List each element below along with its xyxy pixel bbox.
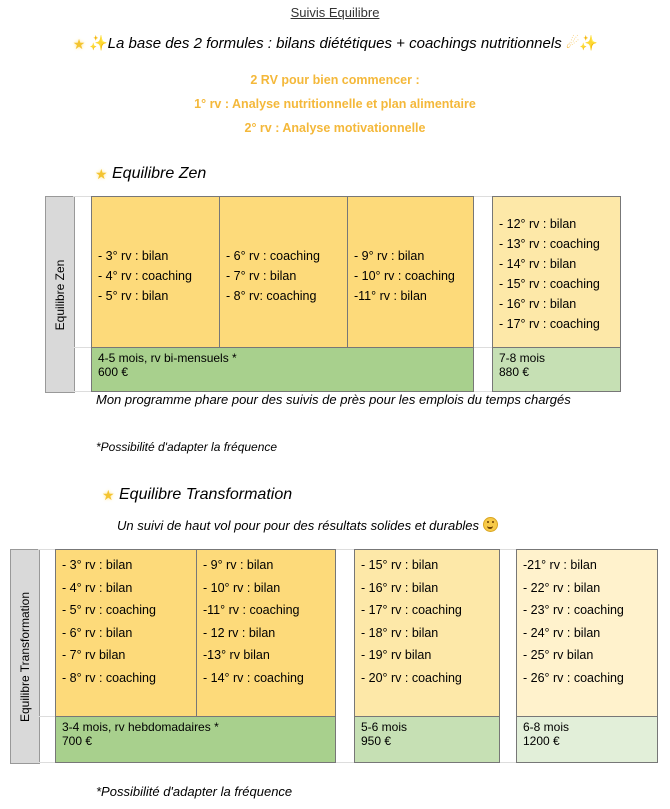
transfo-col-3: - 15° rv : bilan - 16° rv : bilan - 17° rv : coaching - 18° rv : bilan - 19° rv bilan - 20° rv : coaching: [354, 549, 500, 717]
zen-price-extra: 7-8 mois 880 €: [492, 347, 621, 392]
transfo-sidebar: [10, 549, 40, 764]
sparkles-icon: ✨: [579, 35, 599, 52]
zen-sidebar: [45, 196, 75, 393]
orange-line-1: 2 RV pour bien commencer :: [250, 73, 420, 87]
transfo-sidebar-label: Equilibre Transformation: [18, 591, 32, 722]
transfo-col-4: -21° rv : bilan - 22° rv : bilan - 23° rv : coaching - 24° rv : bilan - 25° rv bilan - 26° rv : coaching: [516, 549, 658, 717]
transfo-section-title: ★ Equilibre Transformation: [102, 486, 293, 503]
sparkles-icon: ✨: [88, 35, 108, 52]
glowing-star-icon: ★: [72, 36, 86, 52]
orange-line-2: 1° rv : Analyse nutritionnelle et plan alimentaire: [194, 97, 476, 111]
zen-col-extra: - 12° rv : bilan - 13° rv : coaching - 14° rv : bilan - 15° rv : coaching - 16° rv : bilan - 17° rv : coaching: [492, 196, 621, 348]
transfo-col-2: - 9° rv : bilan - 10° rv : bilan -11° rv : coaching - 12 rv : bilan -13° rv bilan - 14° rv : coaching: [196, 549, 336, 717]
smiley-icon: [483, 517, 498, 532]
zen-note: *Possibilité d'adapter la fréquence: [96, 440, 278, 454]
orange-line-3: 2° rv : Analyse motivationnelle: [244, 121, 426, 135]
page-title: Suivis Equilibre: [290, 5, 380, 20]
glowing-star-icon: ★: [102, 487, 115, 503]
transfo-subtitle: Un suivi de haut vol pour pour des résultats solides et durables: [117, 517, 498, 533]
intro-line: [0, 34, 670, 52]
zen-tagline: Mon programme phare pour des suivis de près pour les emplois du temps chargés: [96, 392, 571, 407]
glowing-star-icon: ★: [95, 166, 108, 182]
zen-col-1: - 3° rv : bilan - 4° rv : coaching - 5° rv : bilan: [91, 196, 220, 348]
zen-col-3: - 9° rv : bilan - 10° rv : coaching -11° rv : bilan: [347, 196, 474, 348]
comet-icon: ☄: [565, 35, 580, 52]
transfo-price-3: 6-8 mois 1200 €: [516, 716, 658, 763]
zen-sidebar-label: Equilibre Zen: [53, 259, 67, 330]
transfo-price-1: 3-4 mois, rv hebdomadaires * 700 €: [55, 716, 336, 763]
transfo-price-2: 5-6 mois 950 €: [354, 716, 500, 763]
zen-price-main: 4-5 mois, rv bi-mensuels * 600 €: [91, 347, 474, 392]
zen-col-2: - 6° rv : coaching - 7° rv : bilan - 8° rv: coaching: [219, 196, 348, 348]
intro-text: La base des 2 formules : bilans diététiques + coachings nutritionnels: [107, 35, 562, 52]
transfo-col-1: - 3° rv : bilan - 4° rv : bilan - 5° rv : coaching - 6° rv : bilan - 7° rv bilan - 8° rv : coaching: [55, 549, 197, 717]
transfo-note: *Possibilité d'adapter la fréquence: [96, 784, 293, 799]
zen-section-title: ★ Equilibre Zen: [95, 165, 207, 182]
